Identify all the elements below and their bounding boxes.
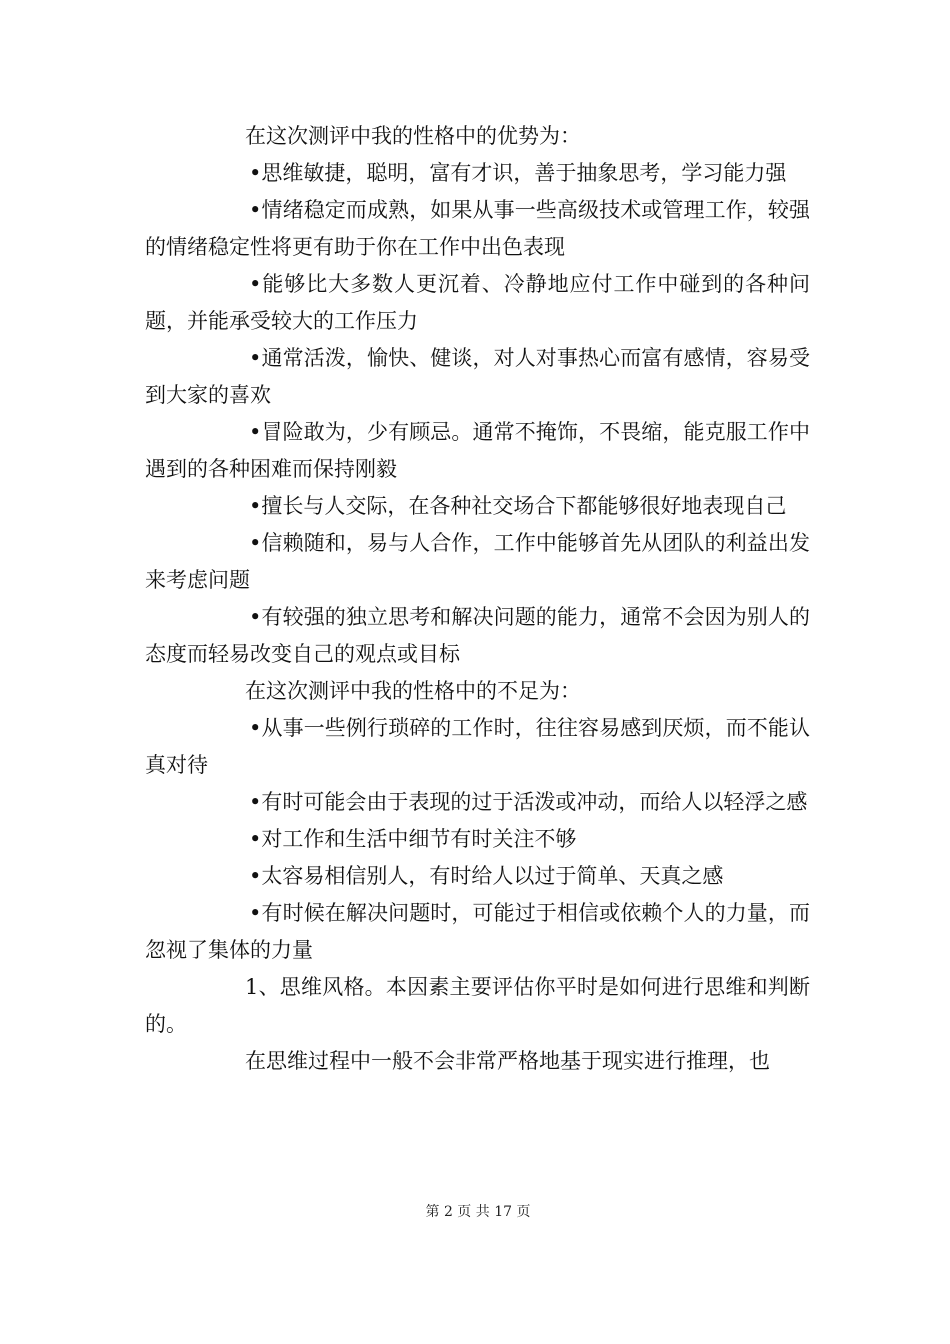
strength-item: •能够比大多数人更沉着、冷静地应付工作中碰到的各种问题，并能承受较大的工作压力 — [145, 272, 810, 333]
document-body — [145, 118, 810, 1080]
strength-item: •通常活泼，愉快、健谈，对人对事热心而富有感情，容易受到大家的喜欢 — [145, 346, 810, 407]
weakness-item: •有时候在解决问题时，可能过于相信或依赖个人的力量，而忽视了集体的力量 — [145, 901, 810, 962]
section-paragraph: 在思维过程中一般不会非常严格地基于现实进行推理，也 — [245, 1049, 770, 1073]
weakness-item: •从事一些例行琐碎的工作时，往往容易感到厌烦，而不能认真对待 — [145, 716, 810, 777]
strength-item: •冒险敢为，少有顾忌。通常不掩饰，不畏缩，能克服工作中遇到的各种困难而保持刚毅 — [145, 420, 810, 481]
strength-item: •情绪稳定而成熟，如果从事一些高级技术或管理工作，较强的情绪稳定性将更有助于你在工作中出色表现 — [145, 198, 810, 259]
strength-item: •信赖随和，易与人合作，工作中能够首先从团队的利益出发来考虑问题 — [145, 531, 810, 592]
strength-item: •思维敏捷，聪明，富有才识，善于抽象思考，学习能力强 — [249, 161, 787, 185]
weakness-item: •有时可能会由于表现的过于活泼或冲动，而给人以轻浮之感 — [249, 790, 808, 814]
strengths-heading: 在这次测评中我的性格中的优势为： — [245, 124, 581, 148]
page-number: 第 2 页 共 17 页 — [425, 1204, 531, 1220]
strength-item: •擅长与人交际，在各种社交场合下都能够很好地表现自己 — [249, 494, 787, 518]
strength-item: •有较强的独立思考和解决问题的能力，通常不会因为别人的态度而轻易改变自己的观点或目标 — [145, 605, 810, 666]
section-heading: 1、思维风格。本因素主要评估你平时是如何进行思维和判断的。 — [145, 975, 810, 1036]
weaknesses-heading: 在这次测评中我的性格中的不足为： — [245, 679, 581, 703]
weakness-item: •对工作和生活中细节有时关注不够 — [249, 827, 577, 851]
weakness-item: •太容易相信别人，有时给人以过于简单、天真之感 — [249, 864, 724, 888]
